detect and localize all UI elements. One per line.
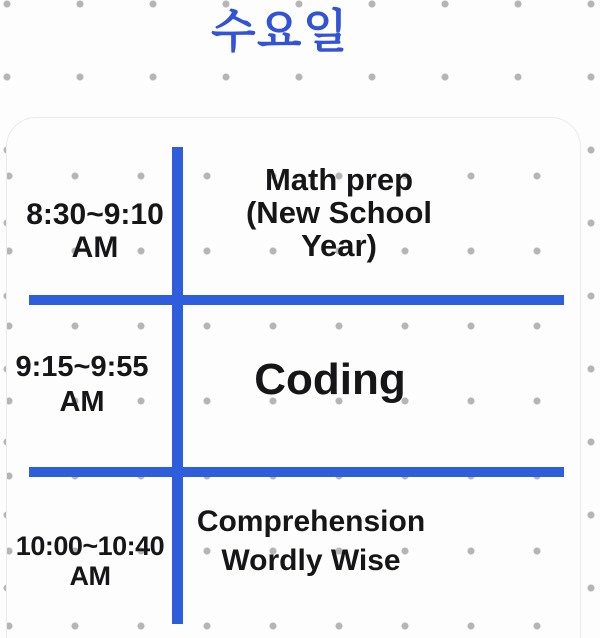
table-horizontal-divider-1: [29, 295, 564, 305]
row-3-time-line-1: 10:00~10:40: [15, 531, 165, 561]
row-2-time-line-1: 9:15~9:55: [15, 351, 149, 383]
row-3-activity-line-1: Comprehension: [196, 505, 426, 538]
row-1-activity-line-2: (New School: [245, 195, 432, 230]
row-2-activity: [205, 356, 455, 404]
row-1-time: [10, 198, 180, 264]
row-2-time: [6, 350, 158, 420]
row-3-time-line-2: AM: [69, 561, 111, 591]
row-1-activity-line-1: Math prep: [264, 162, 414, 197]
row-2-time-line-2: AM: [59, 386, 105, 418]
row-3-activity: [186, 502, 436, 580]
row-3-time: [6, 531, 174, 591]
page-title: 수요일: [211, 5, 349, 57]
row-1-activity: [214, 163, 464, 262]
table-horizontal-divider-2: [29, 467, 564, 477]
row-1-time-line-1: 8:30~9:10: [26, 198, 164, 231]
row-1-activity-line-3: Year): [301, 228, 377, 263]
row-3-activity-line-2: Wordly Wise: [221, 544, 401, 577]
row-2-activity-line-1: Coding: [254, 355, 406, 404]
row-1-time-line-2: AM: [71, 231, 119, 264]
